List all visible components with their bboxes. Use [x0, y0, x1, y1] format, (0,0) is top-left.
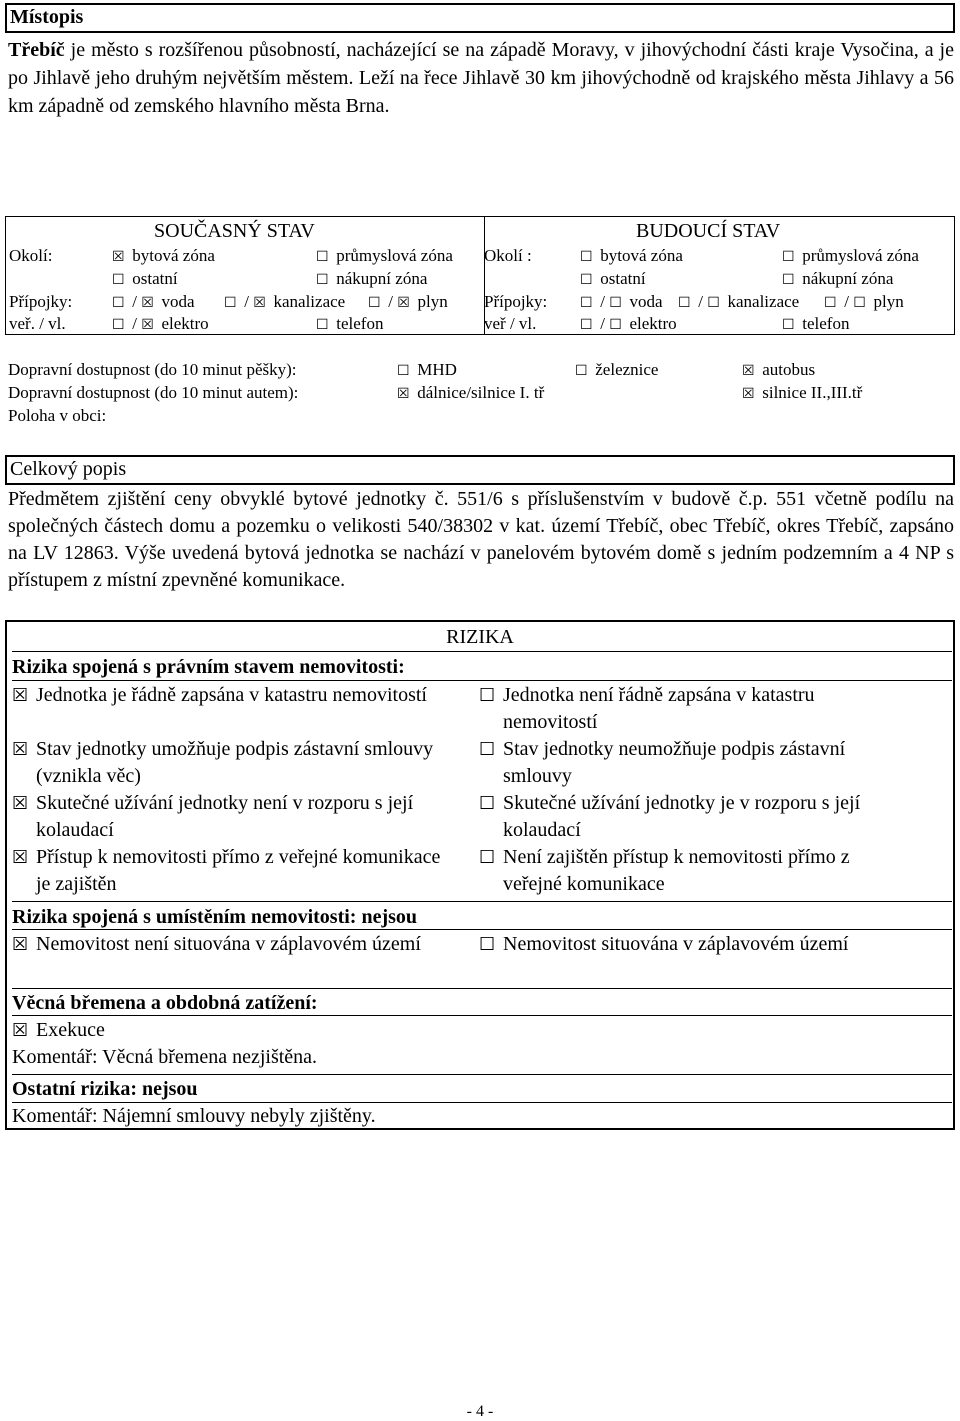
location-risks-heading: Rizika spojená s umístěním nemovitosti: nejsou [12, 906, 418, 928]
position-label: Poloha v obci: [8, 406, 107, 425]
future-kanalizace: ☐ / ☐ kanalizace [678, 291, 799, 314]
location-right-item: ☐ Nemovitost situována v záplavovém území [479, 931, 949, 958]
legal-right-item: ☐ Jednotka není řádně zapsána v katastru nemovitostí [479, 684, 815, 733]
transport-silnice: ☒ silnice II.,III.tř [742, 382, 862, 405]
unchecked-box-icon: ☐ [397, 363, 410, 379]
current-pripojky-label: Přípojky: [9, 292, 73, 311]
checked-box-icon: ☒ [12, 847, 29, 868]
current-plyn: ☐ / ☒ plyn [368, 291, 448, 314]
unchecked-box-icon: ☐ [782, 317, 795, 333]
unchecked-box-icon: ☐ [580, 317, 593, 333]
current-prumyslova: ☐ průmyslová zóna [316, 245, 453, 268]
current-ostatni: ☐ ostatní [112, 268, 178, 291]
unchecked-box-icon: ☐ [853, 295, 866, 311]
location-text: je město s rozšířenou působností, nacházející se na západě Moravy, v jihovýchodní části kraje Vysočina, a je po Jihlavě jeho druhým největším městem. Leží na řece Jihlavě 30 km jihovýchodně od krajského města Jihlavy a 56 km západně od zemského hlavního města Brna. [8, 39, 954, 117]
unchecked-box-icon: ☐ [824, 295, 837, 311]
description-heading: Celkový popis [10, 458, 127, 480]
current-voda: ☐ / ☒ voda [112, 291, 195, 314]
unchecked-box-icon: ☐ [580, 249, 593, 265]
legal-risks-heading: Rizika spojená s právním stavem nemovitosti: [12, 656, 405, 678]
unchecked-box-icon: ☐ [316, 249, 329, 265]
unchecked-box-icon: ☐ [707, 295, 720, 311]
other-risks-heading: Ostatní rizika: nejsou [12, 1078, 198, 1100]
checked-box-icon: ☒ [12, 1020, 29, 1041]
transport-car-label: Dopravní dostupnost (do 10 minut autem): [8, 383, 299, 402]
legal-left-item: ☒ Stav jednotky umožňuje podpis zástavní smlouvy (vznikla věc) [12, 738, 434, 787]
unchecked-box-icon: ☐ [112, 272, 125, 288]
burden-comment: Komentář: Věcná břemena nezjištěna. [12, 1046, 318, 1068]
risks-divider [12, 680, 952, 681]
checked-box-icon: ☒ [141, 295, 154, 311]
burden-item: ☒ Exekuce [12, 1017, 105, 1044]
future-okoli-label: Okolí : [484, 246, 532, 265]
unchecked-box-icon: ☐ [678, 295, 691, 311]
future-state-title: BUDOUCÍ STAV [636, 220, 781, 242]
page-number: - 4 - [466, 1403, 494, 1420]
other-risks-comment: Komentář: Nájemní smlouvy nebyly zjištěny. [12, 1105, 376, 1127]
unchecked-box-icon: ☐ [112, 317, 125, 333]
legal-right-item: ☐ Není zajištěn přístup k nemovitosti přímo z veřejné komunikace [479, 846, 850, 895]
transport-mhd: ☐ MHD [397, 359, 457, 382]
risks-box [5, 620, 955, 1130]
risks-divider [12, 1015, 952, 1016]
unchecked-box-icon: ☐ [479, 739, 496, 760]
unchecked-box-icon: ☐ [580, 272, 593, 288]
future-bytova: ☐ bytová zóna [580, 245, 683, 268]
future-telefon: ☐ telefon [782, 313, 849, 336]
unchecked-box-icon: ☐ [782, 249, 795, 265]
checked-box-icon: ☒ [12, 739, 29, 760]
unchecked-box-icon: ☐ [224, 295, 237, 311]
checked-box-icon: ☒ [12, 934, 29, 955]
town-name: Třebíč [8, 39, 65, 61]
checked-box-icon: ☒ [12, 685, 29, 706]
state-table [5, 216, 955, 335]
legal-right-item: ☐ Skutečné užívání jednotky je v rozporu s její kolaudací [479, 792, 861, 841]
location-paragraph [8, 36, 954, 120]
unchecked-box-icon: ☐ [580, 295, 593, 311]
unchecked-box-icon: ☐ [316, 317, 329, 333]
location-left-item: ☒ Nemovitost není situována v záplavovém území [12, 931, 452, 958]
unchecked-box-icon: ☐ [479, 847, 496, 868]
transport-autobus: ☒ autobus [742, 359, 815, 382]
legal-left-item: ☒ Přístup k nemovitosti přímo z veřejné komunikace je zajištěn [12, 846, 441, 895]
future-pripojky-label: Přípojky: [484, 292, 548, 311]
current-nakupni: ☐ nákupní zóna [316, 268, 427, 291]
future-plyn: ☐ / ☐ plyn [824, 291, 904, 314]
unchecked-box-icon: ☐ [368, 295, 381, 311]
future-voda: ☐ / ☐ voda [580, 291, 663, 314]
legal-left-item: ☒ Skutečné užívání jednotky není v rozporu s její kolaudací [12, 792, 414, 841]
current-okoli-label: Okolí: [9, 246, 53, 265]
checked-box-icon: ☒ [397, 386, 410, 402]
unchecked-box-icon: ☐ [609, 295, 622, 311]
checked-box-icon: ☒ [141, 317, 154, 333]
current-elektro: ☐ / ☒ elektro [112, 313, 209, 336]
location-heading: Místopis [10, 6, 84, 28]
current-telefon: ☐ telefon [316, 313, 383, 336]
checked-box-icon: ☒ [12, 793, 29, 814]
burden-heading: Věcná břemena a obdobná zatížení: [12, 992, 318, 1014]
unchecked-box-icon: ☐ [479, 793, 496, 814]
description-heading-box [5, 455, 955, 485]
legal-right-item: ☐ Stav jednotky neumožňuje podpis zástavní smlouvy [479, 738, 846, 787]
checked-box-icon: ☒ [253, 295, 266, 311]
checked-box-icon: ☒ [742, 363, 755, 379]
unchecked-box-icon: ☐ [112, 295, 125, 311]
future-ver-label: veř / vl. [484, 314, 537, 333]
unchecked-box-icon: ☐ [316, 272, 329, 288]
location-heading-box [5, 3, 955, 33]
current-bytova: ☒ bytová zóna [112, 245, 215, 268]
checked-box-icon: ☒ [397, 295, 410, 311]
checked-box-icon: ☒ [112, 249, 125, 265]
current-ver-label: veř. / vl. [9, 314, 66, 333]
future-ostatni: ☐ ostatní [580, 268, 646, 291]
checked-box-icon: ☒ [742, 386, 755, 402]
unchecked-box-icon: ☐ [575, 363, 588, 379]
unchecked-box-icon: ☐ [609, 317, 622, 333]
risks-divider [12, 1074, 952, 1075]
risks-divider [12, 901, 952, 902]
future-elektro: ☐ / ☐ elektro [580, 313, 677, 336]
transport-dalnice: ☒ dálnice/silnice I. tř [397, 382, 544, 405]
risks-divider [12, 929, 952, 930]
unchecked-box-icon: ☐ [479, 934, 496, 955]
risks-divider [12, 651, 952, 652]
future-nakupni: ☐ nákupní zóna [782, 268, 893, 291]
unchecked-box-icon: ☐ [782, 272, 795, 288]
description-text: Předmětem zjištění ceny obvyklé bytové jednotky č. 551/6 s příslušenstvím v budově č.p. 551 včetně podílu na společných částech domu a pozemku o velikosti 540/38302 v kat. území Třebíč, obec Třebíč, okres Třebíč, zapsáno na LV 12863. Výše uvedená bytová jednotka se nachází v panelovém bytovém domě s jedním podzemním a 4 NP s přístupem z místní zpevněné komunikace. [8, 488, 954, 591]
current-state-title: SOUČASNÝ STAV [154, 220, 315, 242]
transport-walk-label: Dopravní dostupnost (do 10 minut pěšky): [8, 360, 297, 379]
legal-left-item: ☒ Jednotka je řádně zapsána v katastru nemovitostí [12, 682, 452, 709]
risks-title: RIZIKA [446, 626, 514, 648]
future-prumyslova: ☐ průmyslová zóna [782, 245, 919, 268]
current-kanalizace: ☐ / ☒ kanalizace [224, 291, 345, 314]
risks-divider [12, 988, 952, 989]
unchecked-box-icon: ☐ [479, 685, 496, 706]
transport-zeleznice: ☐ železnice [575, 359, 658, 382]
